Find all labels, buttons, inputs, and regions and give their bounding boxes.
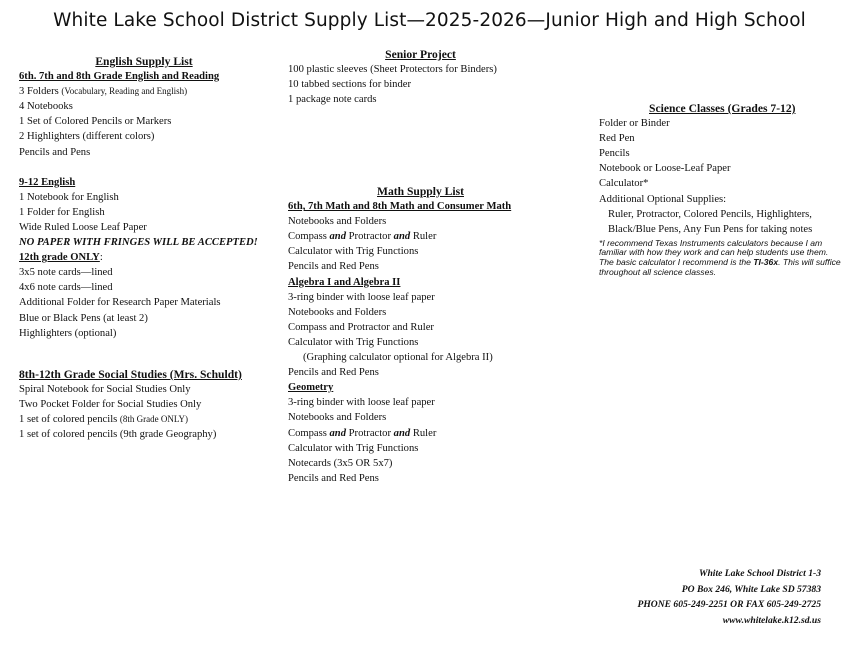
- math-list-item: (Graphing calculator optional for Algebra II): [303, 352, 493, 364]
- social-list-item: Two Pocket Folder for Social Studies Only: [19, 399, 202, 411]
- senior-project-header: Senior Project: [385, 48, 456, 61]
- district-phone: PHONE 605-249-2251 OR FAX 605-249-2725: [637, 599, 821, 610]
- district-contact: [637, 566, 821, 628]
- district-name: White Lake School District 1-3: [698, 568, 821, 579]
- math-list-item: Compass and Protractor and Ruler: [288, 321, 434, 333]
- math-subheader-6-8: 6th, 7th Math and 8th Math and Consumer Math: [288, 201, 512, 213]
- math-list-item: Notebooks and Folders: [288, 412, 387, 424]
- senior-list-item: 10 tabbed sections for binder: [288, 79, 411, 91]
- english-list-item: 4x6 note cards—lined: [19, 282, 113, 294]
- english-list-item: Highlighters (optional): [19, 327, 117, 339]
- english-list-item: 1 Set of Colored Pencils or Markers: [19, 116, 172, 128]
- english-list-item: 3 Folders (Vocabulary, Reading and English): [19, 86, 188, 98]
- math-list-item: Compass and Protractor and Ruler: [288, 427, 437, 439]
- math-list-item: 3-ring binder with loose leaf paper: [288, 291, 435, 303]
- social-list-item: 1 set of colored pencils (9th grade Geography): [19, 429, 217, 441]
- english-list-item: 1 Folder for English: [19, 206, 105, 218]
- science-section: [599, 101, 844, 277]
- science-list-item: Calculator*: [599, 178, 649, 190]
- english-warning: NO PAPER WITH FRINGES WILL BE ACCEPTED!: [19, 237, 258, 249]
- science-list-item: Notebook or Loose-Leaf Paper: [599, 163, 731, 175]
- english-subheader-9-12: 9-12 English: [19, 176, 76, 188]
- senior-project-section: [288, 47, 553, 107]
- math-list-item: Pencils and Red Pens: [288, 261, 379, 273]
- senior-list-item: 100 plastic sleeves (Sheet Protectors for Binders): [288, 64, 497, 76]
- math-list-item: Calculator with Trig Functions: [288, 336, 419, 348]
- english-list-item: 4 Notebooks: [19, 101, 73, 113]
- math-list-item: Notebooks and Folders: [288, 216, 387, 228]
- math-subheader-algebra: Algebra I and Algebra II: [288, 276, 401, 288]
- english-header: English Supply List: [95, 55, 193, 68]
- social-studies-section: [19, 367, 269, 442]
- science-list-item: Folder or Binder: [599, 118, 670, 130]
- english-list-item: 3x5 note cards—lined: [19, 267, 113, 279]
- english-list-item: 2 Highlighters (different colors): [19, 131, 155, 143]
- english-section: [19, 54, 269, 341]
- district-address: PO Box 246, White Lake SD 57383: [681, 583, 821, 595]
- math-header: Math Supply List: [377, 185, 464, 198]
- science-list-item: Red Pen: [599, 133, 635, 145]
- math-list-item: Calculator with Trig Functions: [288, 246, 419, 258]
- english-list-item: Wide Ruled Loose Leaf Paper: [19, 221, 147, 233]
- social-studies-header: 8th-12th Grade Social Studies (Mrs. Schuldt): [19, 368, 242, 381]
- math-list-item: Notecards (3x5 OR 5x7): [288, 457, 393, 469]
- english-subheader-6-8: 6th. 7th and 8th Grade English and Reading: [19, 71, 220, 83]
- math-list-item: Notebooks and Folders: [288, 306, 387, 318]
- science-header: Science Classes (Grades 7-12): [649, 102, 796, 115]
- district-website: www.whitelake.k12.sd.us: [722, 614, 821, 626]
- english-list-item: 1 Notebook for English: [19, 191, 119, 203]
- math-list-item: Pencils and Red Pens: [288, 472, 379, 484]
- math-list-item: Pencils and Red Pens: [288, 367, 379, 379]
- math-list-item: 3-ring binder with loose leaf paper: [288, 397, 435, 409]
- science-optional-item: Ruler, Protractor, Colored Pencils, Highlighters,: [608, 208, 812, 220]
- page-title: White Lake School District Supply List—2025-2026—Junior High and High School: [53, 10, 806, 31]
- science-list-item: Pencils: [599, 148, 630, 160]
- science-list-item: Additional Optional Supplies:: [599, 193, 727, 205]
- english-list-item: Blue or Black Pens (at least 2): [19, 312, 148, 324]
- math-list-item: Calculator with Trig Functions: [288, 442, 419, 454]
- social-list-item: 1 set of colored pencils (8th Grade ONLY): [19, 414, 188, 426]
- math-subheader-geometry: Geometry: [288, 382, 334, 394]
- english-list-item: Pencils and Pens: [19, 146, 91, 158]
- math-section: [288, 184, 553, 486]
- calculator-note: *I recommend Texas Instruments calculators because I am familiar with how they work and can help students use them. The basic calculator I recommend is the TI-36x. This will suffice throughout all science classes.: [599, 237, 841, 277]
- math-list-item: Compass and Protractor and Ruler: [288, 231, 437, 243]
- science-optional-item: Black/Blue Pens, Any Fun Pens for taking notes: [608, 223, 813, 235]
- senior-list-item: 1 package note cards: [288, 94, 377, 106]
- english-list-item: Additional Folder for Research Paper Materials: [19, 297, 221, 309]
- english-subheader-12th: 12th grade ONLY:: [19, 252, 103, 264]
- social-list-item: Spiral Notebook for Social Studies Only: [19, 384, 191, 396]
